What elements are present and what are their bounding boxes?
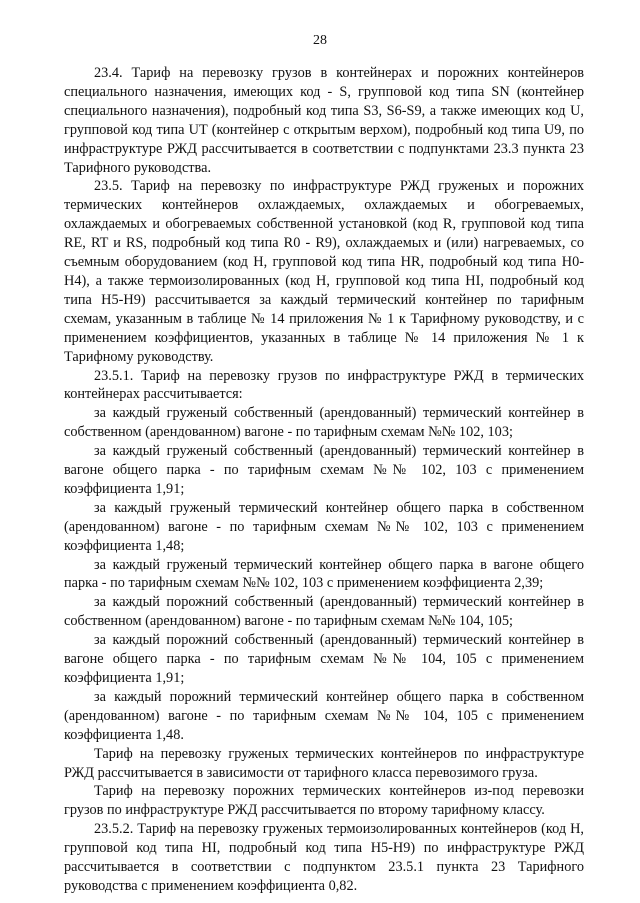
list-item: за каждый груженый термический контейнер общего парка в собственном (арендованном) вагоне - по тарифным схемам №№ 102, 103 с применением коэффициента 1,48; — [64, 499, 584, 554]
list-item: за каждый груженый собственный (арендованный) термический контейнер в собственном (арендованном) вагоне - по тарифным схемам №№ 102, 103; — [64, 405, 584, 441]
list-item: за каждый груженый термический контейнер общего парка в вагоне общего парка - по тарифным схемам №№ 102, 103 с применением коэффициента 2,39; — [64, 556, 584, 592]
list-item: за каждый груженый собственный (арендованный) термический контейнер в вагоне общего парка - по тарифным схемам №№ 102, 103 с применением коэффициента 1,91; — [64, 443, 584, 497]
paragraph-empty-tariff: Тариф на перевозку порожних термических контейнеров из-под перевозки грузов по инфраструктуре РЖД рассчитывается по второму тарифному классу. — [64, 783, 584, 819]
paragraph-23-5-2: 23.5.2. Тариф на перевозку груженых термоизолированных контейнеров (код H, групповой код типа HI, подробный код типа H5-H9) по инфраструктуре РЖД рассчитывается в соответствии с подпунктом 23.5.1 пункта 23 Тарифного руководства с применением коэффициента 0,82. — [64, 821, 584, 894]
paragraph-23-5: 23.5. Тариф на перевозку по инфраструктуре РЖД груженых и порожних термических контейнеров охлаждаемых, охлаждаемых и обогреваемых, охлаждаемых и обогреваемых собственной установкой (код R, групповой код типа RE, RT и RS, подробный код типа R0 - R9), охлаждаемых и (или) нагреваемых, со съемным оборудованием (код H, групповой код типа HR, подробный код типа H0-H4), а также термоизолированных (код H, групповой код типа HI, подробный код типа H5-H9) рассчитывается за каждый термический контейнер по тарифным схемам, указанным в таблице № 14 приложения № 1 к Тарифному руководству, и с применением коэффициентов, указанных в таблице № 14 приложения № 1 к Тарифному руководству. — [64, 178, 584, 365]
paragraph-loaded-tariff: Тариф на перевозку груженых термических контейнеров по инфраструктуре РЖД рассчитывается в зависимости от тарифного класса перевозимого груза. — [64, 745, 584, 781]
paragraph-23-4: 23.4. Тариф на перевозку грузов в контейнерах и порожних контейнеров специального назначения, имеющих код - S, групповой код типа SN (контейнер специального назначения), подробный код типа S3, S6-S9, а также имеющих код U, групповой код типа UT (контейнер с открытым верхом), подробный код типа U9, по инфраструктуре РЖД рассчитывается в соответствии с подпунктами 23.3 пункта 23 Тарифного руководства. — [64, 65, 584, 176]
list-item: за каждый порожний собственный (арендованный) термический контейнер в собственном (арендованном) вагоне - по тарифным схемам №№ 104, 105; — [64, 594, 584, 630]
document-body — [64, 64, 584, 896]
page-number: 28 — [313, 33, 327, 48]
list-item: за каждый порожний термический контейнер общего парка в собственном (арендованном) вагоне - по тарифным схемам №№ 104, 105 с применением коэффициента 1,48. — [64, 688, 584, 743]
paragraph-23-5-1: 23.5.1. Тариф на перевозку грузов по инфраструктуре РЖД в термических контейнерах рассчитывается: — [64, 367, 584, 403]
list-item: за каждый порожний собственный (арендованный) термический контейнер в вагоне общего парка - по тарифным схемам №№ 104, 105 с применением коэффициента 1,91; — [64, 632, 584, 686]
